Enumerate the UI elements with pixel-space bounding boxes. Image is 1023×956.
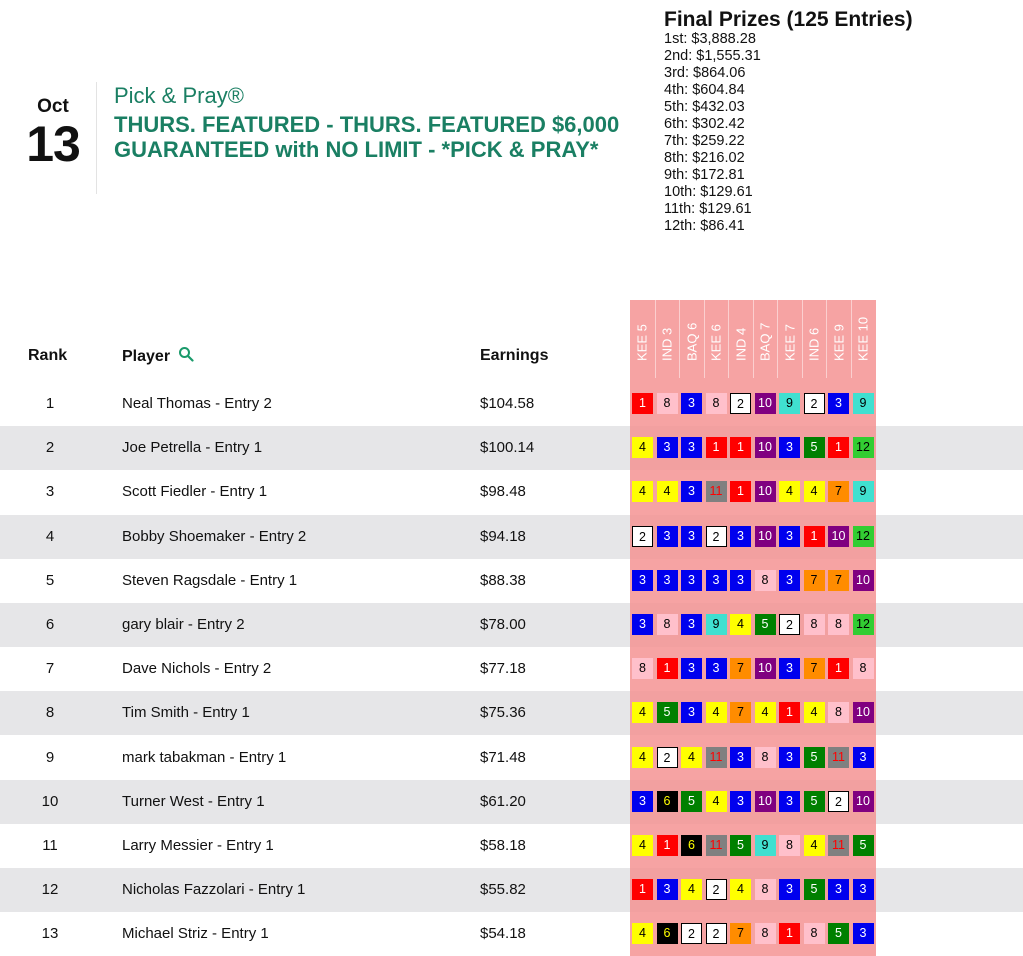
player-cell[interactable]: Tim Smith - Entry 1 [122,704,250,722]
race-header [851,300,875,378]
player-header [122,346,194,368]
earnings-cell: $77.18 [480,660,526,678]
pick-badge: 3 [681,393,702,414]
earnings-header: Earnings [480,347,549,364]
table-row[interactable] [0,382,1023,426]
player-cell[interactable]: Scott Fiedler - Entry 1 [122,483,268,501]
player-cell[interactable]: Larry Messier - Entry 1 [122,837,274,854]
pick-badge: 7 [730,702,751,723]
pick-badge: 7 [804,570,825,591]
rank-cell: 8 [45,704,55,722]
pick-badge: 8 [804,923,825,944]
player-cell[interactable]: gary blair - Entry 2 [122,616,245,633]
pick-badge: 1 [730,481,751,502]
brand-name: Pick & Pray® [114,83,244,108]
rank-header: Rank [28,347,68,364]
prize-line: 4th: $604.84 [664,82,745,98]
pick-badge: 4 [632,835,653,856]
table-row[interactable] [0,426,1023,470]
pick-badge: 3 [828,879,849,900]
pick-badge: 3 [632,614,653,635]
pick-badge: 2 [657,747,678,768]
pick-badge: 4 [804,702,825,723]
pick-badge: 2 [779,614,800,635]
pick-badge: 8 [804,614,825,635]
race-header [802,300,826,378]
table-row[interactable] [0,515,1023,559]
earnings-cell: $104.58 [480,395,535,412]
pick-badge: 2 [730,393,751,414]
player-cell[interactable]: Joe Petrella - Entry 1 [122,439,263,457]
pick-badge: 8 [779,835,800,856]
prize-line: 11th: $129.61 [664,201,752,217]
pick-badge: 2 [632,526,653,547]
pick-badge: 1 [779,702,800,723]
pick-badge: 8 [755,570,776,591]
pick-badge: 10 [853,570,874,591]
pick-badge: 4 [706,791,727,812]
pick-badge: 7 [730,658,751,679]
player-cell[interactable]: Steven Ragsdale - Entry 1 [122,571,298,589]
search-icon[interactable] [178,346,194,368]
pick-badge: 1 [632,879,653,900]
pick-badge: 3 [779,658,800,679]
table-row[interactable] [0,824,1023,868]
race-header [777,300,801,378]
prize-line: 2nd: $1,555.31 [664,48,761,64]
earnings-cell: $94.18 [480,527,526,545]
player-cell[interactable]: Dave Nichols - Entry 2 [122,660,272,678]
race-header-label: BAQ 6 [684,322,699,361]
prize-line: 10th: $129.61 [664,184,753,200]
pick-badge: 4 [755,702,776,723]
race-header-label: KEE 9 [831,324,846,361]
rank-cell: 7 [45,660,55,678]
pick-badge: 10 [828,526,849,547]
race-header [704,300,728,378]
earnings-cell: $54.18 [480,925,526,943]
prize-line: 1st: $3,888.28 [664,31,756,47]
rank-cell: 5 [45,571,55,589]
pick-badge: 5 [804,437,825,458]
pick-badge: 9 [779,393,800,414]
event-title-block [114,83,634,162]
pick-badge: 5 [657,702,678,723]
race-header-label: KEE 7 [782,324,797,361]
pick-badge: 6 [657,791,678,812]
event-day: 13 [26,116,80,172]
pick-badge: 8 [828,614,849,635]
pick-badge: 3 [730,747,751,768]
prize-line: 5th: $432.03 [664,99,745,115]
prize-line: 7th: $259.22 [664,133,745,149]
pick-badge: 7 [730,923,751,944]
pick-badge: 9 [755,835,776,856]
pick-badge: 6 [681,835,702,856]
pick-badge: 3 [681,570,702,591]
race-header [728,300,752,378]
pick-badge: 1 [828,658,849,679]
prizes-title: Final Prizes (125 Entries) [664,8,913,31]
pick-badge: 3 [681,437,702,458]
pick-badge: 8 [657,393,678,414]
pick-badge: 3 [681,526,702,547]
pick-badge: 7 [828,481,849,502]
table-row[interactable] [0,647,1023,691]
player-cell[interactable]: Michael Striz - Entry 1 [122,925,269,943]
pick-badge: 1 [828,437,849,458]
pick-badge: 4 [730,614,751,635]
pick-badge: 3 [779,526,800,547]
prize-line: 3rd: $864.06 [664,65,746,81]
pick-badge: 8 [853,658,874,679]
rank-cell: 12 [41,881,59,899]
pick-badge: 9 [706,614,727,635]
pick-badge: 3 [779,879,800,900]
pick-badge: 4 [632,923,653,944]
player-cell[interactable]: Bobby Shoemaker - Entry 2 [122,527,307,545]
title-divider [96,82,97,194]
pick-badge: 8 [755,923,776,944]
pick-badge: 10 [755,437,776,458]
earnings-cell: $98.48 [480,483,526,501]
pick-badge: 12 [853,526,874,547]
pick-badge: 3 [657,437,678,458]
pick-badge: 1 [657,658,678,679]
table-row[interactable] [0,736,1023,780]
pick-badge: 3 [706,570,727,591]
player-header-label: Player [122,348,171,366]
pick-badge: 2 [828,791,849,812]
rank-cell: 4 [45,527,55,545]
pick-badge: 7 [828,570,849,591]
pick-badge: 4 [632,437,653,458]
race-header-label: IND 4 [733,327,748,361]
table-row[interactable] [0,559,1023,603]
race-header [753,300,777,378]
pick-badge: 1 [730,437,751,458]
pick-badge: 3 [853,923,874,944]
pick-badge: 4 [706,702,727,723]
race-header [630,300,654,378]
pick-badge: 3 [779,437,800,458]
pick-badge: 3 [730,570,751,591]
pick-badge: 8 [706,393,727,414]
final-prizes [664,8,984,235]
table-row[interactable] [0,691,1023,735]
pick-badge: 5 [828,923,849,944]
pick-badge: 8 [755,879,776,900]
pick-badge: 6 [657,923,678,944]
pick-badge: 5 [681,791,702,812]
rank-cell: 3 [45,483,55,501]
pick-badge: 3 [706,658,727,679]
earnings-cell: $55.82 [480,881,526,899]
pick-badge: 2 [706,879,727,900]
table-row[interactable] [0,868,1023,912]
pick-badge: 9 [853,481,874,502]
pick-badge: 11 [706,747,727,768]
earnings-cell: $78.00 [480,616,526,633]
pick-badge: 10 [755,481,776,502]
player-cell[interactable]: Turner West - Entry 1 [122,792,265,810]
pick-badge: 3 [730,791,751,812]
race-header-label: KEE 6 [708,324,724,361]
pick-badge: 4 [730,879,751,900]
pick-badge: 11 [828,835,849,856]
table-row[interactable] [0,780,1023,824]
pick-badge: 3 [657,879,678,900]
earnings-cell: $58.18 [480,837,526,854]
race-header-label: IND 6 [806,327,822,361]
pick-badge: 5 [804,747,825,768]
prize-line: 9th: $172.81 [664,167,745,183]
prize-list [664,31,984,235]
pick-badge: 5 [755,614,776,635]
earnings-cell: $71.48 [480,748,526,766]
pick-badge: 12 [853,437,874,458]
pick-badge: 3 [632,570,653,591]
pick-badge: 8 [632,658,653,679]
race-header [826,300,850,378]
pick-badge: 5 [853,835,874,856]
pick-badge: 11 [706,835,727,856]
pick-badge: 3 [632,791,653,812]
earnings-cell: $61.20 [480,792,526,810]
pick-badge: 3 [681,702,702,723]
pick-badge: 1 [779,923,800,944]
pick-badge: 8 [828,702,849,723]
prize-line: 12th: $86.41 [664,218,745,234]
earnings-cell: $100.14 [480,439,535,457]
pick-badge: 10 [853,702,874,723]
player-cell[interactable]: Neal Thomas - Entry 2 [122,395,272,412]
pick-badge: 3 [779,570,800,591]
race-header [655,300,679,378]
pick-badge: 3 [779,791,800,812]
rank-cell: 13 [41,925,59,943]
rank-cell: 10 [41,792,59,810]
pick-badge: 3 [828,393,849,414]
earnings-cell: $75.36 [480,704,526,722]
pick-badge: 1 [706,437,727,458]
pick-badge: 4 [632,481,653,502]
pick-badge: 5 [804,879,825,900]
pick-badge: 4 [681,747,702,768]
pick-badge: 3 [681,658,702,679]
pick-badge: 3 [657,526,678,547]
rank-cell: 9 [45,748,55,766]
table-row[interactable] [0,912,1023,956]
race-header-label: BAQ 7 [757,322,773,361]
event-date [24,96,82,170]
pick-badge: 5 [730,835,751,856]
pick-badge: 1 [632,393,653,414]
pick-badge: 4 [804,835,825,856]
pick-badge: 4 [632,747,653,768]
race-header [679,300,703,378]
pick-badge: 10 [755,526,776,547]
pick-badge: 7 [804,658,825,679]
pick-badge: 4 [681,879,702,900]
prize-line: 6th: $302.42 [664,116,745,132]
earnings-cell: $88.38 [480,571,526,589]
pick-badge: 10 [755,791,776,812]
pick-badge: 9 [853,393,874,414]
pick-badge: 8 [755,747,776,768]
pick-badge: 3 [681,614,702,635]
pick-badge: 3 [853,879,874,900]
pick-badge: 2 [804,393,825,414]
pick-badge: 4 [804,481,825,502]
pick-badge: 5 [804,791,825,812]
event-month: Oct [37,96,69,117]
pick-badge: 12 [853,614,874,635]
rank-cell: 6 [45,616,55,633]
pick-badge: 8 [657,614,678,635]
race-header-label: KEE 5 [634,324,650,361]
pick-badge: 2 [681,923,702,944]
race-header-label: KEE 10 [855,316,871,361]
table-row[interactable] [0,603,1023,647]
pick-badge: 2 [706,526,727,547]
pick-badge: 11 [828,747,849,768]
player-cell[interactable]: mark tabakman - Entry 1 [122,748,287,766]
rank-cell: 1 [45,395,55,412]
pick-badge: 10 [755,393,776,414]
pick-badge: 2 [706,923,727,944]
pick-badge: 4 [779,481,800,502]
table-row[interactable] [0,470,1023,514]
pick-badge: 10 [853,791,874,812]
rank-cell: 2 [45,439,55,457]
pick-badge: 11 [706,481,727,502]
pick-badge: 3 [681,481,702,502]
pick-badge: 1 [657,835,678,856]
rank-cell: 11 [42,837,58,854]
pick-badge: 4 [657,481,678,502]
pick-badge: 1 [804,526,825,547]
pick-badge: 4 [632,702,653,723]
pick-badge: 10 [755,658,776,679]
race-headers [630,300,876,378]
race-header-label: IND 3 [659,327,675,361]
pick-badge: 3 [730,526,751,547]
player-cell[interactable]: Nicholas Fazzolari - Entry 1 [122,881,306,899]
pick-badge: 3 [657,570,678,591]
pick-badge: 3 [853,747,874,768]
prize-line: 8th: $216.02 [664,150,745,166]
event-title: THURS. FEATURED - THURS. FEATURED $6,000 GUARANTEED with NO LIMIT - *PICK & PRAY* [114,112,620,162]
pick-badge: 3 [779,747,800,768]
